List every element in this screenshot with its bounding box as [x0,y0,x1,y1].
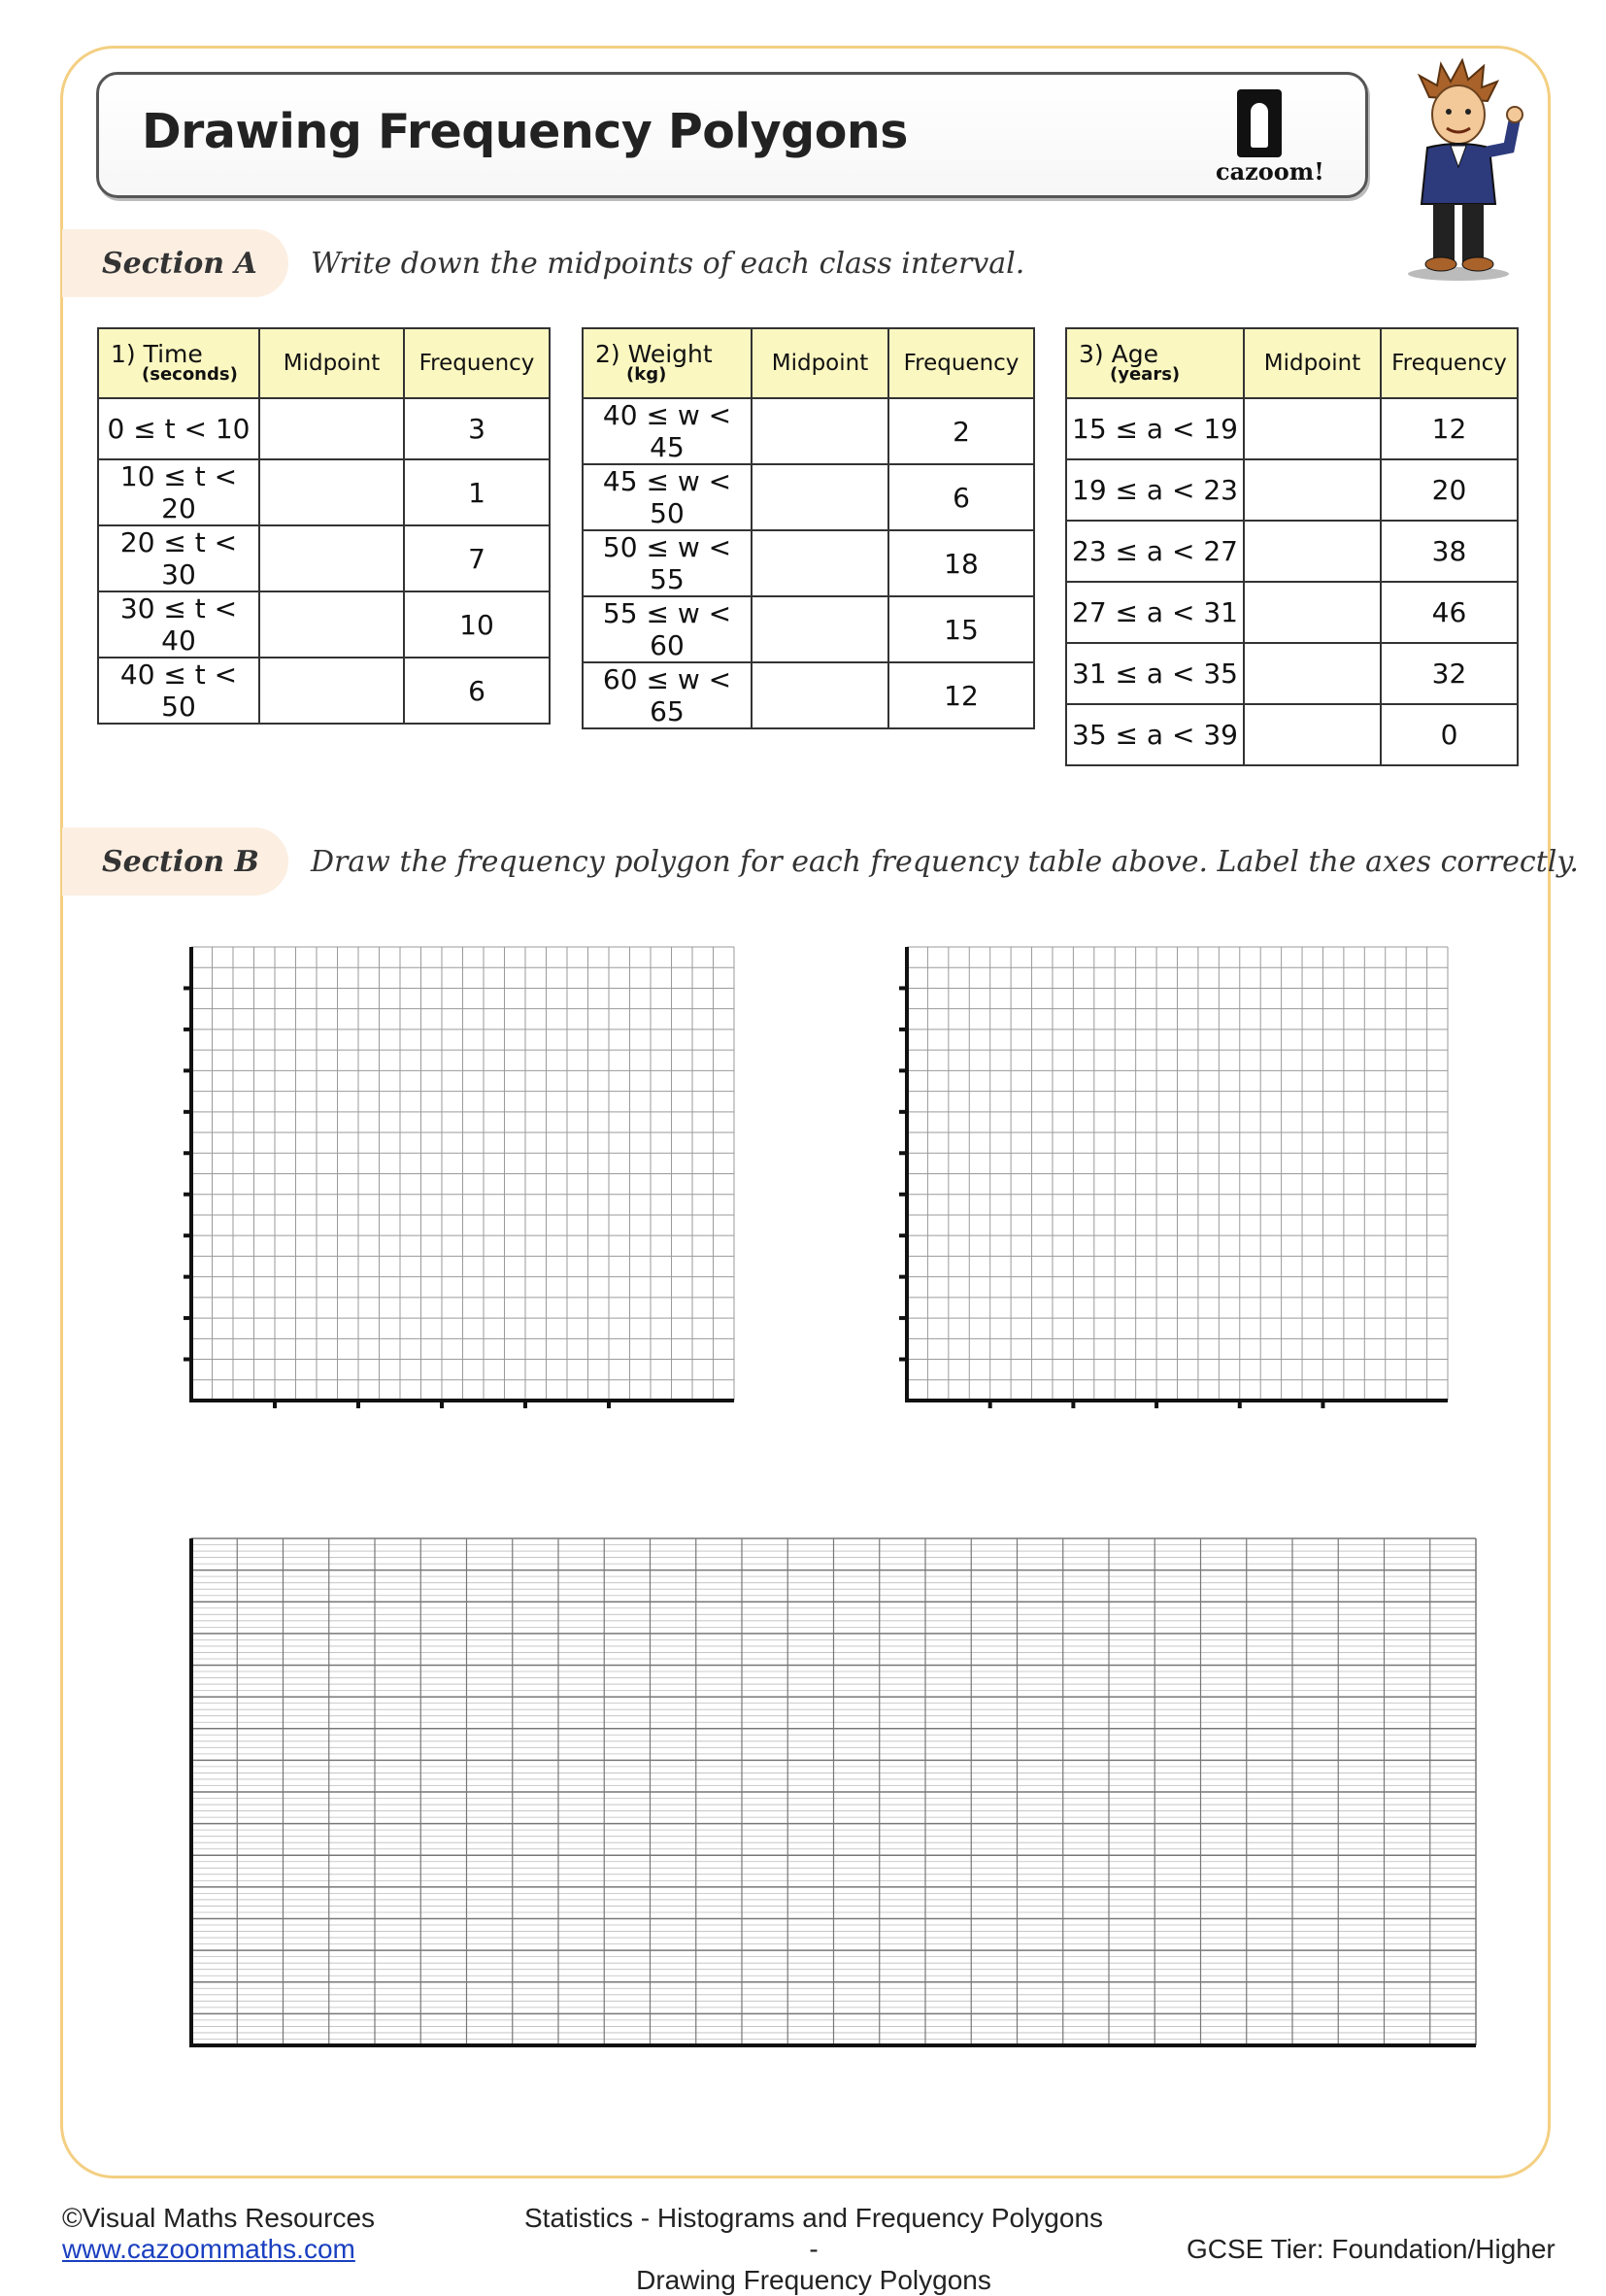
frequency-value: 1 [404,459,550,525]
class-interval: 35 ≤ a < 39 [1066,704,1244,765]
table-unit: (kg) [626,364,667,385]
frequency-value: 12 [1381,398,1518,459]
class-interval: 50 ≤ w < 55 [583,530,752,596]
frequency-value: 2 [888,398,1034,464]
table-unit: (seconds) [142,364,238,385]
midpoint-column-header: Midpoint [259,328,404,398]
topic-line-2: Drawing Frequency Polygons [636,2265,991,2295]
class-interval: 60 ≤ w < 65 [583,662,752,728]
graph-grid-2[interactable] [899,947,1448,1408]
frequency-value: 0 [1381,704,1518,765]
section-a-label: Section A [102,247,257,281]
frequency-value: 38 [1381,521,1518,582]
frequency-column-header: Frequency [1381,328,1518,398]
table-title: 1) Time [111,340,203,368]
frequency-value: 15 [888,596,1034,662]
frequency-value: 20 [1381,459,1518,521]
footer-topic [518,2203,1110,2296]
section-b-instruction: Draw the frequency polygon for each frequency table above. Label the axes correctly. [311,845,1579,879]
frequency-value: 10 [404,591,550,658]
table-unit: (years) [1110,364,1181,385]
class-interval: 15 ≤ a < 19 [1066,398,1244,459]
class-interval: 30 ≤ t < 40 [98,591,259,658]
table-title: 2) Weight [595,340,713,368]
table-title: 3) Age [1079,340,1158,368]
midpoint-column-header: Midpoint [752,328,888,398]
frequency-value: 7 [404,525,550,591]
class-interval: 45 ≤ w < 50 [583,464,752,530]
frequency-column-header: Frequency [888,328,1034,398]
frequency-value: 3 [404,398,550,459]
page-title: Drawing Frequency Polygons [142,104,908,159]
class-interval: 31 ≤ a < 35 [1066,643,1244,704]
frequency-value: 12 [888,662,1034,728]
frequency-value: 6 [404,658,550,724]
frequency-column-header: Frequency [404,328,550,398]
section-b-label: Section B [102,845,259,879]
class-interval: 0 ≤ t < 10 [98,398,259,459]
website-link[interactable]: www.cazoommaths.com [62,2234,355,2264]
graph-grid-1[interactable] [184,947,734,1408]
section-a-instruction: Write down the midpoints of each class interval. [311,247,1025,281]
class-interval: 20 ≤ t < 30 [98,525,259,591]
frequency-value: 18 [888,530,1034,596]
class-interval: 55 ≤ w < 60 [583,596,752,662]
class-interval: 19 ≤ a < 23 [1066,459,1244,521]
footer-left [62,2203,375,2265]
copyright-text: ©Visual Maths Resources [62,2203,376,2233]
footer-tier: GCSE Tier: Foundation/Higher [1187,2234,1556,2264]
class-interval: 40 ≤ t < 50 [98,658,259,724]
logo-text: cazoom! [1216,157,1324,186]
class-interval: 40 ≤ w < 45 [583,398,752,464]
frequency-value: 46 [1381,582,1518,643]
class-interval: 10 ≤ t < 20 [98,459,259,525]
class-interval: 27 ≤ a < 31 [1066,582,1244,643]
topic-line-1: Statistics - Histograms and Frequency Polygons - [523,2203,1104,2264]
graph-grid-3[interactable] [189,1538,1476,2045]
midpoint-column-header: Midpoint [1244,328,1381,398]
frequency-value: 6 [888,464,1034,530]
frequency-value: 32 [1381,643,1518,704]
class-interval: 23 ≤ a < 27 [1066,521,1244,582]
